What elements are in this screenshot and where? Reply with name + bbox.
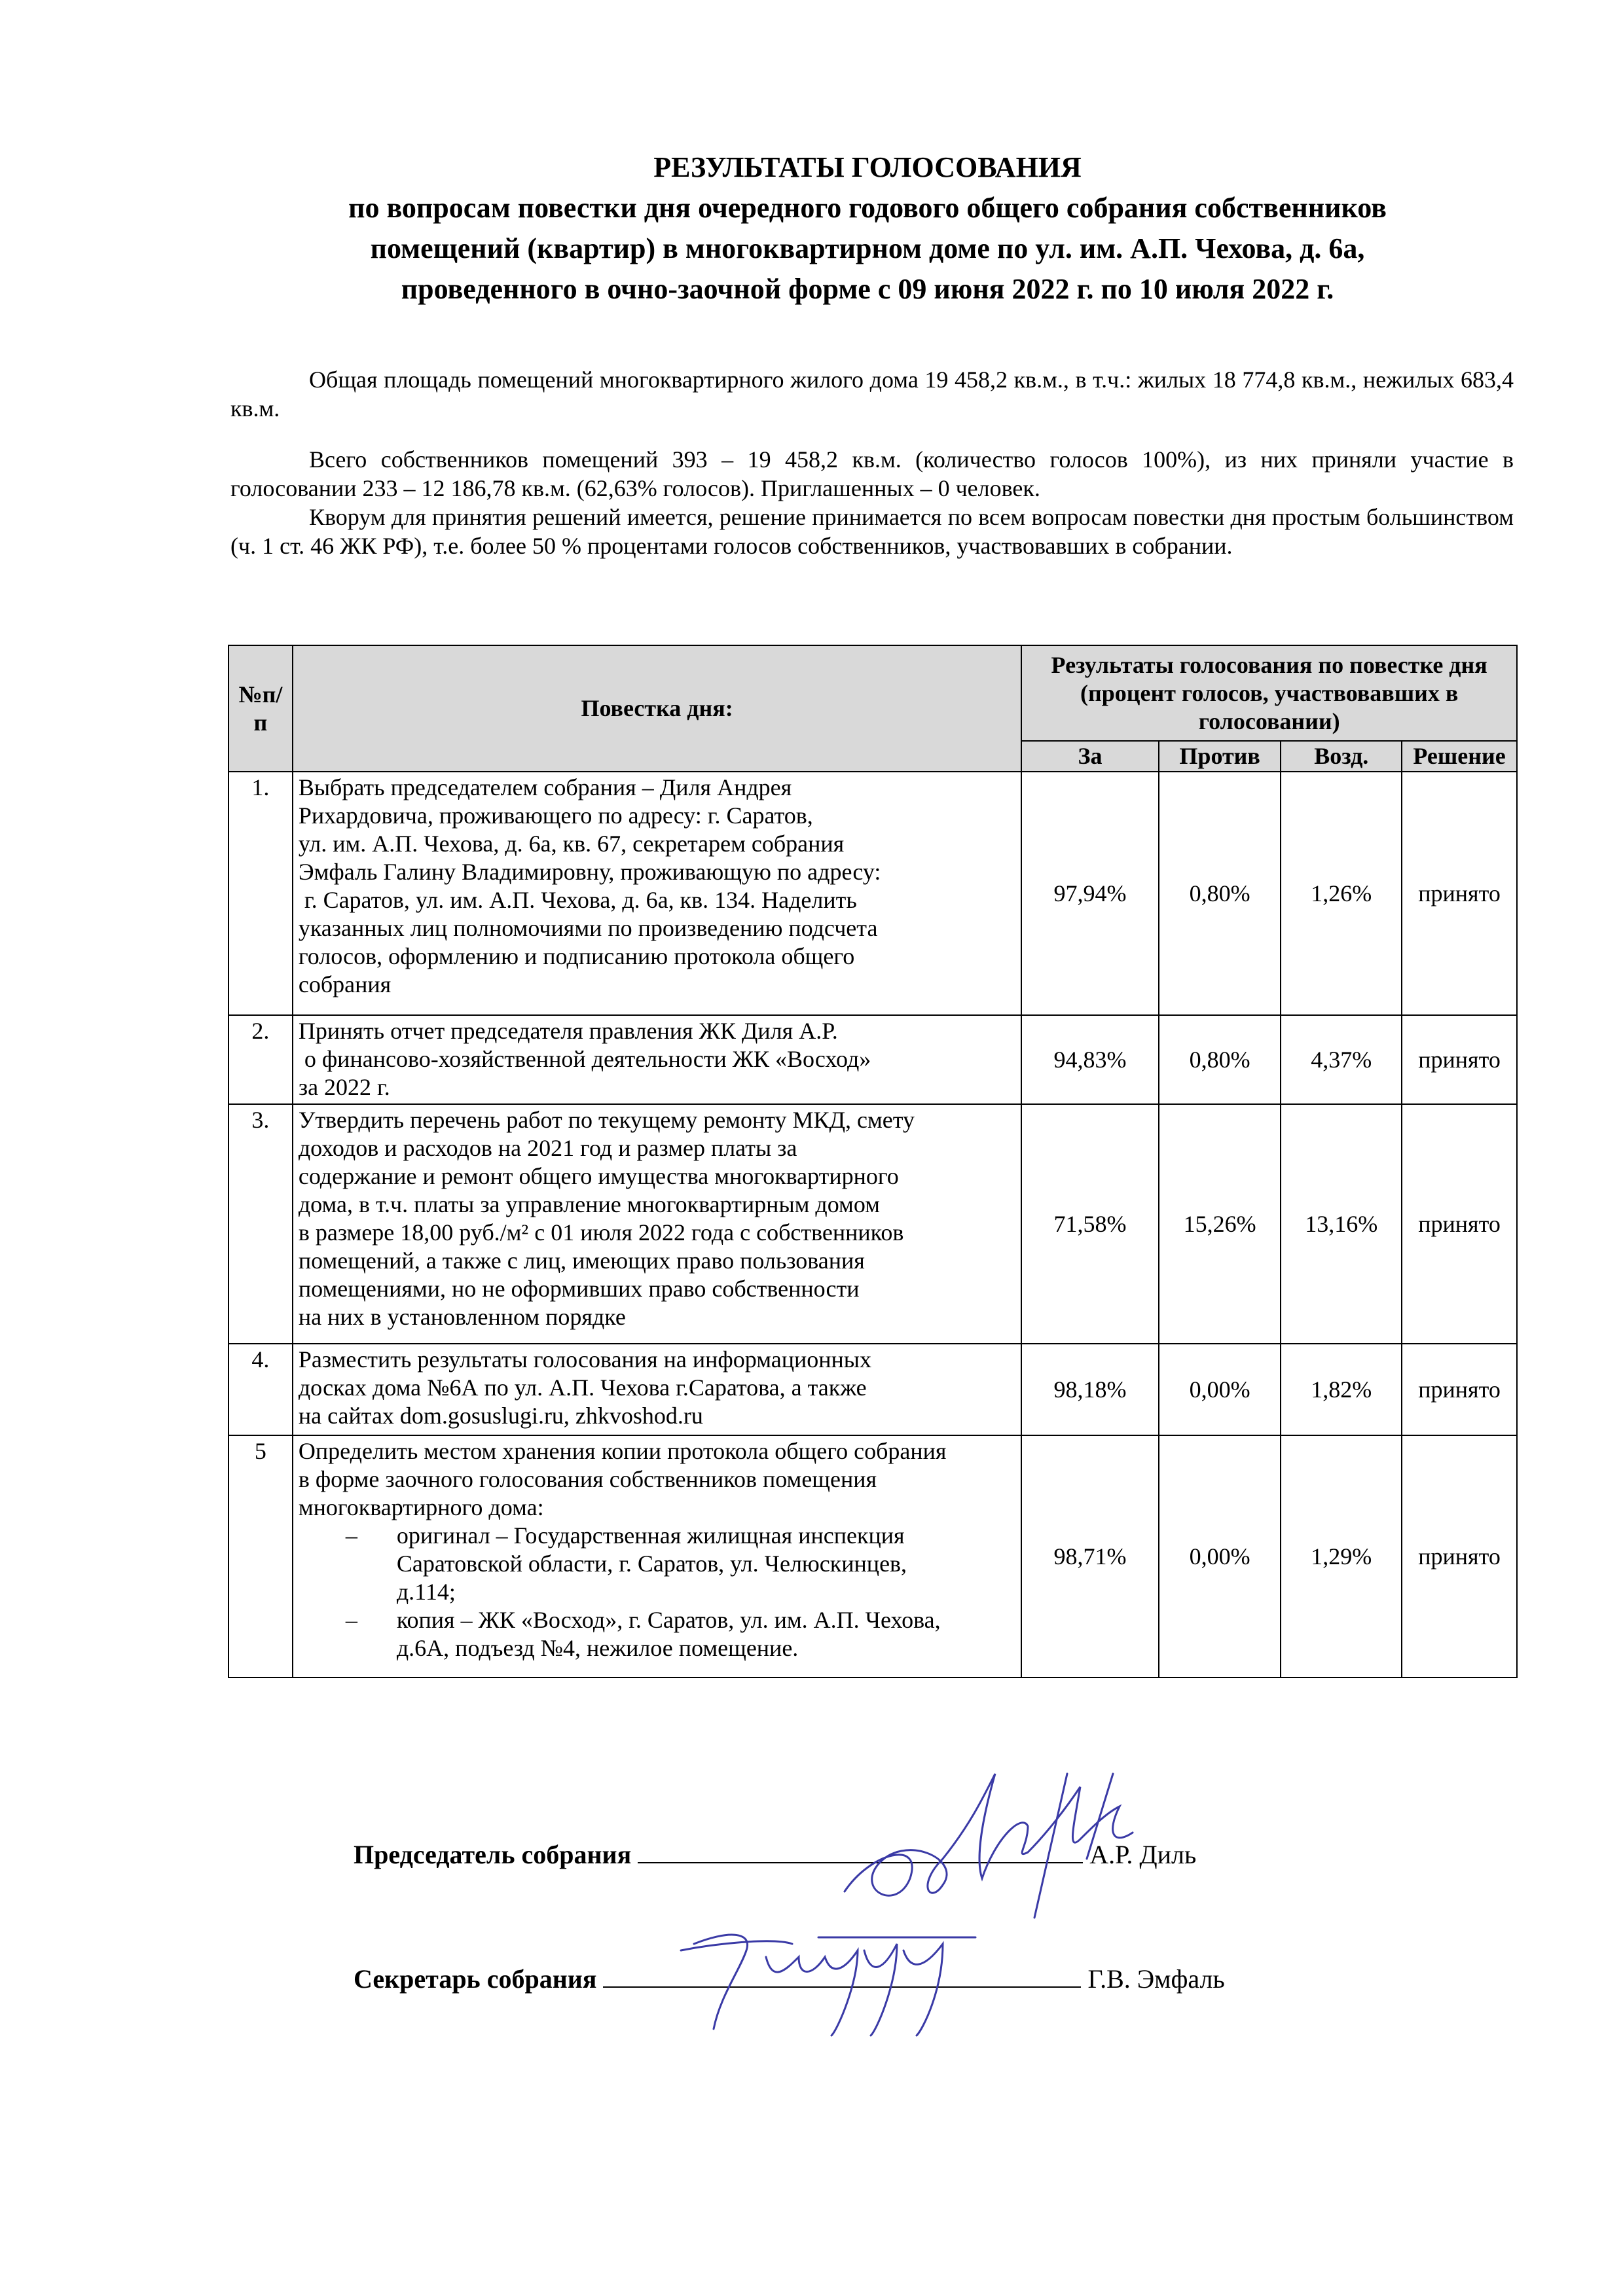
row-za: 98,18% [1021, 1344, 1159, 1435]
table-row [228, 1104, 1517, 1344]
row-number: 2. [228, 1015, 293, 1104]
agenda-line: о финансово-хозяйственной деятельности ЖК «Восход» [298, 1046, 871, 1072]
agenda-line: Рихардовича, проживающего по адресу: г. Саратов, [298, 802, 813, 829]
row-number: 5 [228, 1435, 293, 1677]
header-reshenie: Решение [1402, 741, 1517, 772]
table-row [228, 1344, 1517, 1435]
agenda-line: дома, в т.ч. платы за управление многоквартирным домом [298, 1191, 880, 1217]
table-row [228, 1015, 1517, 1104]
row-protiv: 0,00% [1159, 1435, 1281, 1677]
dash-bullet: – [345, 1522, 357, 1549]
chair-label: Председатель собрания [354, 1840, 632, 1869]
row-za: 97,94% [1021, 772, 1159, 1015]
agenda-line: содержание и ремонт общего имущества многоквартирного [298, 1163, 899, 1189]
agenda-line: Принять отчет председателя правления ЖК Диля А.Р. [298, 1018, 838, 1044]
agenda-line: в размере 18,00 руб./м² с 01 июля 2022 года с собственников [298, 1219, 904, 1246]
agenda-line: на сайтах dom.gosuslugi.ru, zhkvoshod.ru [298, 1403, 703, 1429]
agenda-line: Утвердить перечень работ по текущему ремонту МКД, смету [298, 1107, 915, 1133]
voting-results-table [228, 645, 1518, 1678]
intro-owners-paragraph: Всего собственников помещений 393 – 19 458,2 кв.м. (количество голосов 100%), из них приняли участие в голосовании 233 – 12 186,78 кв.м. (62,63% голосов). Приглашенных – 0 человек. [230, 446, 1514, 501]
row-reshenie: принято [1402, 1104, 1517, 1344]
storage-list [299, 1522, 1015, 1662]
row-vozd: 13,16% [1281, 1104, 1402, 1344]
title-line-3: помещений (квартир) в многоквартирном доме по ул. им. А.П. Чехова, д. 6а, [370, 232, 1365, 264]
row-protiv: 0,80% [1159, 1015, 1281, 1104]
header-agenda: Повестка дня: [293, 645, 1021, 772]
agenda-line: г. Саратов, ул. им. А.П. Чехова, д. 6а, кв. 134. Наделить [298, 887, 857, 913]
agenda-line: голосов, оформлению и подписанию протокола общего [298, 943, 855, 969]
row-za: 71,58% [1021, 1104, 1159, 1344]
intro-quorum-paragraph: Кворум для принятия решений имеется, решение принимается по всем вопросам повестки дня простым большинством (ч. 1 ст. 46 ЖК РФ), т.е. более 50 % процентами голосов собственников, участвовавших в собрании. [230, 504, 1514, 559]
list-item-line: оригинал – Государственная жилищная инспекция [396, 1522, 905, 1549]
list-item-line: д.6А, подъезд №4, нежилое помещение. [396, 1635, 799, 1661]
row-agenda [293, 1104, 1021, 1344]
agenda-line: ул. им. А.П. Чехова, д. 6а, кв. 67, секретарем собрания [298, 831, 845, 857]
agenda-line: многоквартирного дома: [298, 1494, 544, 1520]
secretary-signature-icon [668, 1918, 1008, 2042]
list-item-line: копия – ЖК «Восход», г. Саратов, ул. им. А.П. Чехова, [396, 1607, 941, 1633]
row-reshenie: принято [1402, 1435, 1517, 1677]
list-item-line: Саратовской области, г. Саратов, ул. Челюскинцев, [396, 1551, 907, 1577]
agenda-line: в форме заочного голосования собственников помещения [298, 1466, 877, 1492]
chair-signature-icon [831, 1761, 1198, 1924]
row-reshenie: принято [1402, 1344, 1517, 1435]
agenda-line: Определить местом хранения копии протокола общего собрания [298, 1438, 947, 1464]
row-agenda [293, 1015, 1021, 1104]
row-za: 98,71% [1021, 1435, 1159, 1677]
intro-text [230, 365, 1514, 560]
row-vozd: 1,26% [1281, 772, 1402, 1015]
row-protiv: 15,26% [1159, 1104, 1281, 1344]
agenda-line: помещениями, но не оформивших право собственности [298, 1276, 860, 1302]
agenda-line: указанных лиц полномочиями по произведению подсчета [298, 915, 878, 941]
table-row [228, 1435, 1517, 1677]
row-reshenie: принято [1402, 1015, 1517, 1104]
agenda-line: досках дома №6А по ул. А.П. Чехова г.Саратова, а также [298, 1374, 867, 1401]
table-body [228, 772, 1517, 1677]
row-protiv: 0,80% [1159, 772, 1281, 1015]
agenda-line: собрания [298, 971, 392, 997]
row-number: 1. [228, 772, 293, 1015]
row-vozd: 1,29% [1281, 1435, 1402, 1677]
dash-bullet: – [345, 1607, 357, 1633]
row-protiv: 0,00% [1159, 1344, 1281, 1435]
list-item-line: д.114; [396, 1579, 456, 1605]
list-item [299, 1606, 1015, 1662]
secretary-label: Секретарь собрания [354, 1964, 597, 1994]
header-number: №п/ п [228, 645, 293, 772]
row-number: 4. [228, 1344, 293, 1435]
row-agenda [293, 772, 1021, 1015]
secretary-name: Г.В. Эмфаль [1087, 1964, 1225, 1994]
list-item [299, 1522, 1015, 1606]
title-line-1: РЕЗУЛЬТАТЫ ГОЛОСОВАНИЯ [653, 151, 1082, 183]
title-line-2: по вопросам повестки дня очередного годового общего собрания собственников [348, 192, 1387, 224]
header-vozd: Возд. [1281, 741, 1402, 772]
row-vozd: 4,37% [1281, 1015, 1402, 1104]
intro-area-paragraph: Общая площадь помещений многоквартирного жилого дома 19 458,2 кв.м., в т.ч.: жилых 18 774,8 кв.м., нежилых 683,4 кв.м. [230, 367, 1514, 422]
agenda-line: Разместить результаты голосования на информационных [298, 1346, 871, 1372]
header-protiv: Против [1159, 741, 1281, 772]
agenda-line: на них в установленном порядке [298, 1304, 626, 1330]
row-za: 94,83% [1021, 1015, 1159, 1104]
row-agenda [293, 1344, 1021, 1435]
agenda-line: Эмфаль Галину Владимировну, проживающую по адресу: [298, 859, 881, 885]
signatures-block [354, 1767, 1401, 2094]
agenda-line: Выбрать председателем собрания – Диля Андрея [298, 774, 792, 800]
document-title [196, 147, 1539, 310]
table-row [228, 772, 1517, 1015]
header-results: Результаты голосования по повестке дня (процент голосов, участвовавших в голосовании) [1021, 645, 1517, 741]
title-line-4: проведенного в очно-заочной форме с 09 июня 2022 г. по 10 июля 2022 г. [401, 273, 1334, 305]
agenda-line: помещений, а также с лиц, имеющих право пользования [298, 1247, 865, 1274]
row-agenda [293, 1435, 1021, 1677]
row-vozd: 1,82% [1281, 1344, 1402, 1435]
chair-name: А.Р. Диль [1089, 1840, 1197, 1869]
header-za: За [1021, 741, 1159, 772]
row-reshenie: принято [1402, 772, 1517, 1015]
row-number: 3. [228, 1104, 293, 1344]
agenda-line: за 2022 г. [298, 1074, 390, 1100]
agenda-line: доходов и расходов на 2021 год и размер платы за [298, 1135, 797, 1161]
